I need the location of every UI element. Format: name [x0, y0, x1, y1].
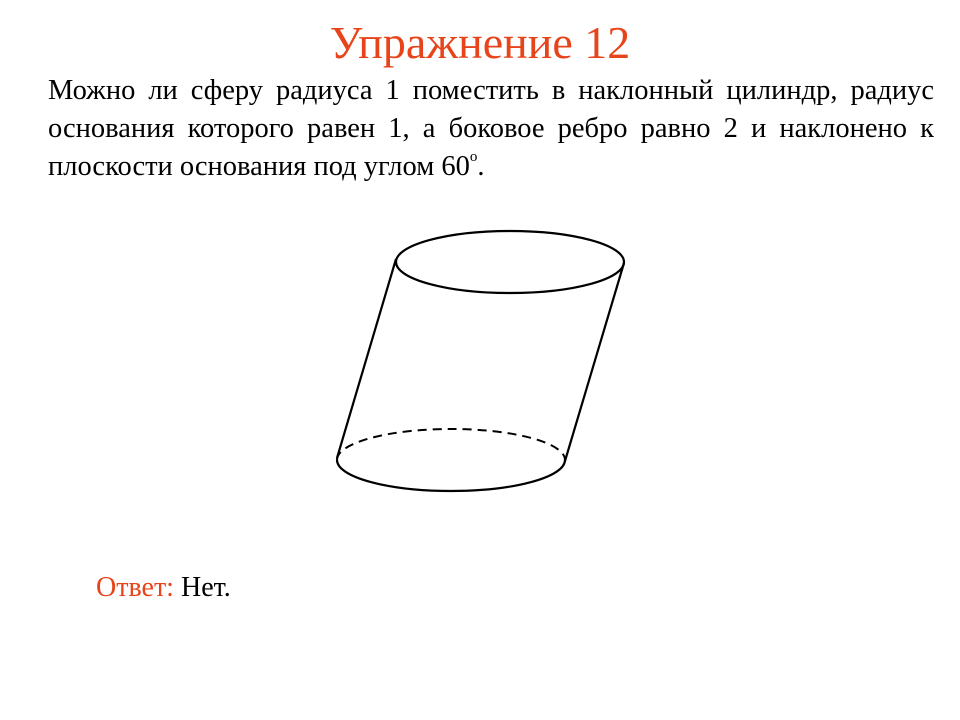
cylinder-bottom-back-arc: [337, 429, 565, 460]
cylinder-bottom-front-arc: [337, 460, 565, 491]
cylinder-left-edge: [337, 259, 396, 458]
slide-title: Упражнение 12: [329, 17, 631, 68]
degree-mark: o: [469, 149, 478, 165]
answer-label: Ответ:: [96, 572, 174, 603]
problem-end-punct: .: [477, 151, 485, 182]
problem-text: Можно ли сферу радиуса 1 поместить в наклонный цилиндр, радиус основания которого равен 1, а боковое ребро равно 2 и наклонено к плоскости основания под углом 60: [48, 75, 934, 182]
cylinder-top-ellipse: [396, 231, 624, 293]
answer-value: Нет.: [180, 572, 231, 603]
cylinder-right-edge: [565, 263, 624, 461]
answer: [96, 570, 231, 606]
